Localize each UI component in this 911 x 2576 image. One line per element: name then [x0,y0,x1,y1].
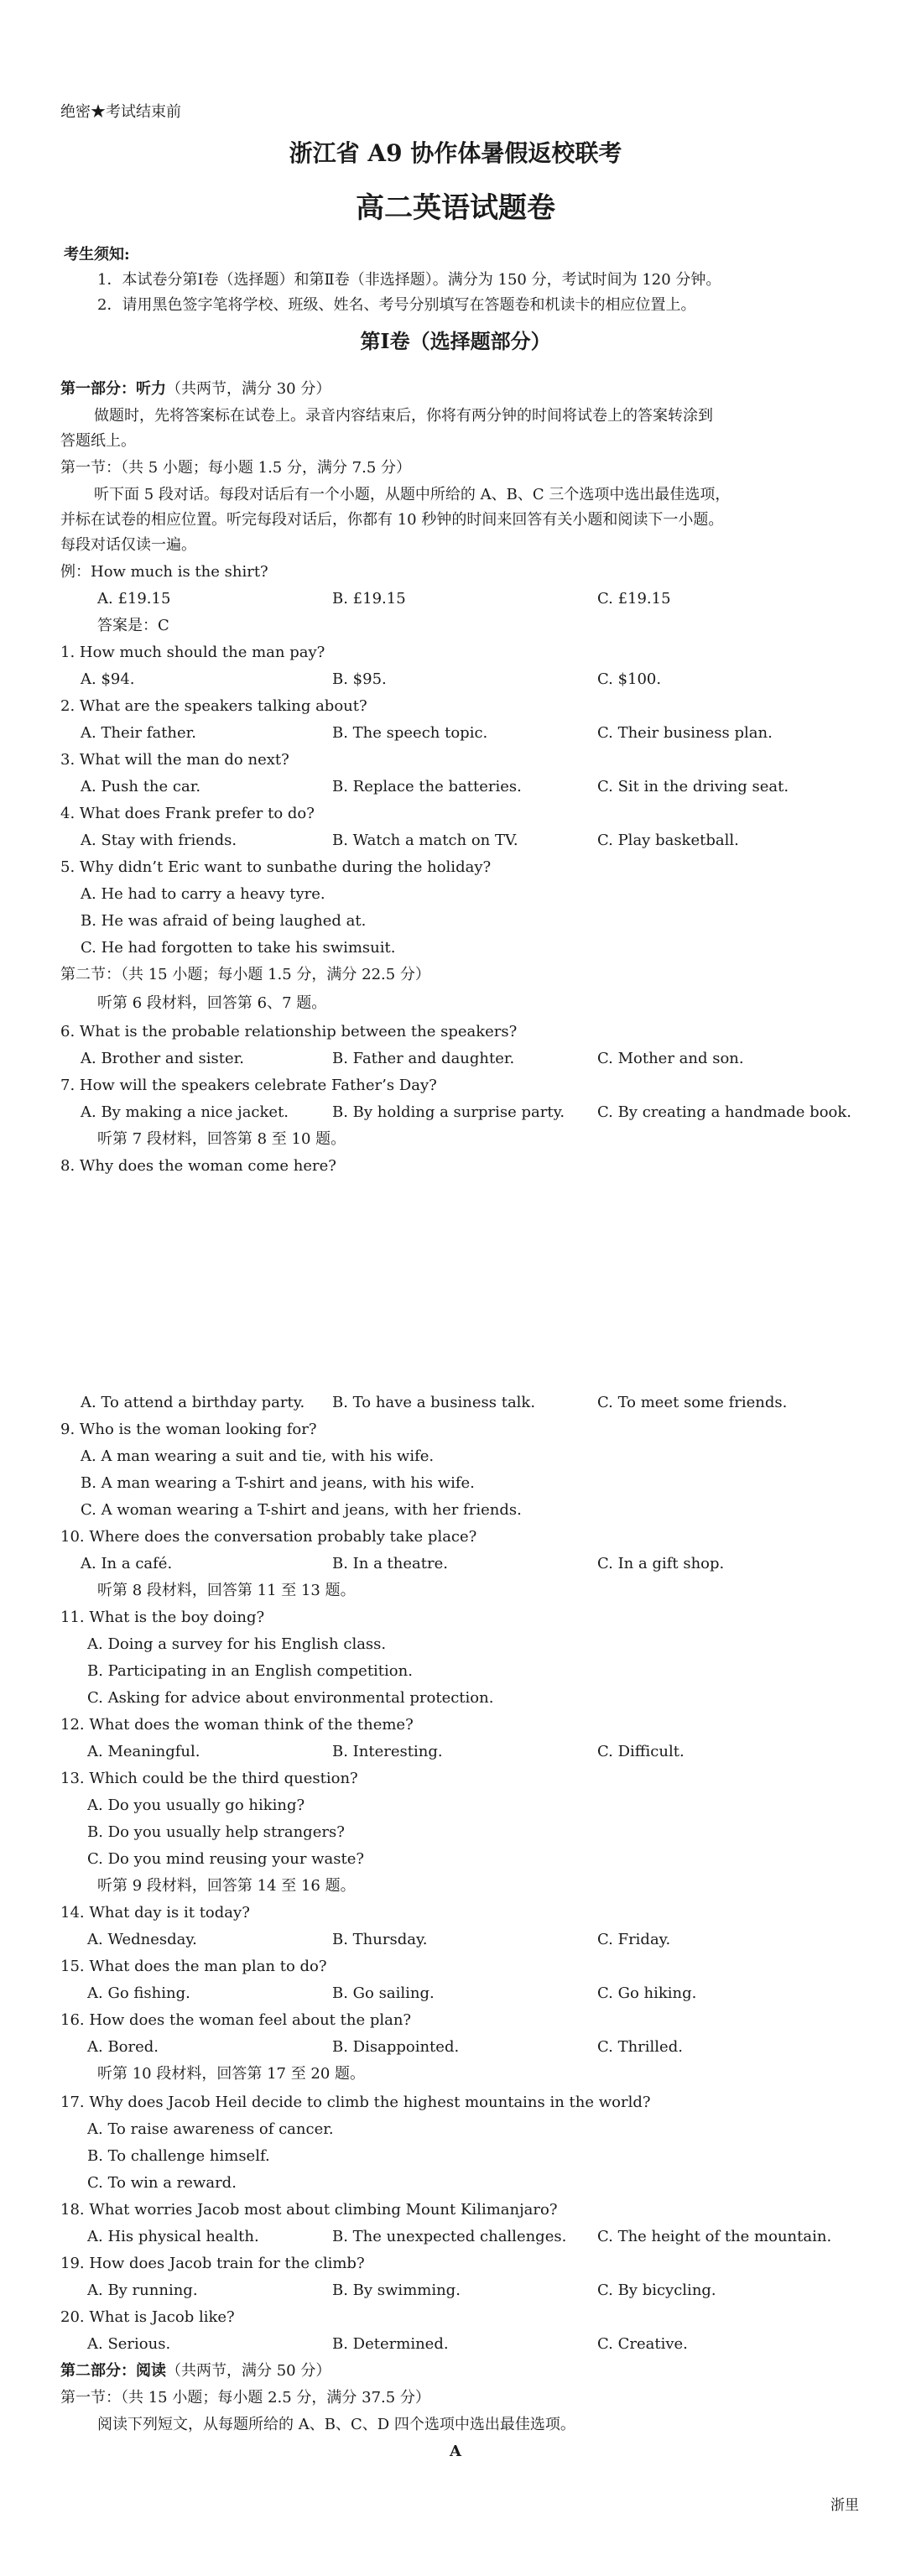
volume-one-heading: 第Ⅰ卷（选择题部分） [360,329,551,353]
q15-option-b: B. Go sailing. [332,1984,435,2002]
q20-option-a: A. Serious. [87,2335,171,2353]
question-12: 12. What does the woman think of the theme? [60,1716,414,1734]
example-answer: 答案是：C [97,617,169,634]
q16-option-b: B. Disappointed. [332,2038,460,2056]
exam-subtitle: 高二英语试题卷 [356,191,555,225]
q6-option-a: A. Brother and sister. [81,1050,244,1067]
q13-option-c: C. Do you mind reusing your waste? [87,1850,365,1868]
q20-option-c: C. Creative. [597,2335,688,2353]
q11-option-b: B. Participating in an English competition. [87,1662,413,1680]
question-8: 8. Why does the woman come here? [60,1157,336,1175]
q9-option-b: B. A man wearing a T-shirt and jeans, with his wife. [81,1474,475,1492]
q11-option-a: A. Doing a survey for his English class. [87,1635,387,1653]
q13-option-a: A. Do you usually go hiking? [87,1796,305,1814]
q4-option-c: C. Play basketball. [597,832,739,849]
question-4: 4. What does Frank prefer to do? [60,805,315,822]
question-16: 16. How does the woman feel about the plan? [60,2011,412,2029]
notice-1: 1．本试卷分第Ⅰ卷（选择题）和第Ⅱ卷（非选择题）。满分为 150 分，考试时间为 120 分钟。 [97,271,721,289]
q12-option-c: C. Difficult. [597,1743,685,1760]
example-question: 例：How much is the shirt? [60,563,268,581]
part2-heading-bold: 第二部分：阅读 [60,2362,166,2380]
question-11: 11. What is the boy doing? [60,1609,265,1626]
material-10: 听第 10 段材料，回答第 17 至 20 题。 [97,2065,366,2083]
q2-option-b: B. The speech topic. [332,724,488,742]
q1-option-b: B. $95. [332,670,387,688]
section2-heading: 第二节：（共 15 小题；每小题 1.5 分，满分 22.5 分） [60,966,430,983]
q3-option-c: C. Sit in the driving seat. [597,778,789,795]
q18-option-c: C. The height of the mountain. [597,2228,832,2245]
q16-option-a: A. Bored. [87,2038,159,2056]
question-5: 5. Why didn’t Eric want to sunbathe during the holiday? [60,858,492,876]
passage-label: A [450,2443,461,2460]
q3-option-a: A. Push the car. [81,778,201,795]
question-20: 20. What is Jacob like? [60,2308,235,2326]
secret-label: 绝密★考试结束前 [60,103,181,121]
q15-option-a: A. Go fishing. [87,1984,190,2002]
q8-option-b: B. To have a business talk. [332,1394,536,1411]
question-13: 13. Which could be the third question? [60,1770,358,1787]
section1-direction-1: 听下面 5 段对话。每段对话后有一个小题，从题中所给的 A、B、C 三个选项中选出最佳选项， [94,486,731,503]
q9-option-a: A. A man wearing a suit and tie, with his wife. [81,1447,435,1465]
example-option-a: A. £19.15 [97,590,171,607]
part1-intro-1: 做题时，先将答案标在试卷上。录音内容结束后，你将有两分钟的时间将试卷上的答案转涂到 [94,407,713,425]
material-9: 听第 9 段材料，回答第 14 至 16 题。 [97,1877,356,1895]
q16-option-c: C. Thrilled. [597,2038,683,2056]
q7-option-a: A. By making a nice jacket. [81,1103,289,1121]
q2-option-a: A. Their father. [81,724,196,742]
q9-option-c: C. A woman wearing a T-shirt and jeans, with her friends. [81,1501,522,1519]
question-2: 2. What are the speakers talking about? [60,697,367,715]
question-1: 1. How much should the man pay? [60,644,325,661]
part2-heading-rest: （共两节，满分 50 分） [166,2362,331,2380]
material-7: 听第 7 段材料，回答第 8 至 10 题。 [97,1130,346,1148]
q5-option-c: C. He had forgotten to take his swimsuit. [81,939,396,957]
q10-option-a: A. In a café. [81,1555,173,1572]
q11-option-c: C. Asking for advice about environmental protection. [87,1689,494,1707]
q18-option-b: B. The unexpected challenges. [332,2228,567,2245]
part1-intro-2: 答题纸上。 [60,432,136,450]
part2-heading [60,2361,331,2381]
q7-option-c: C. By creating a handmade book. [597,1103,852,1121]
question-7: 7. How will the speakers celebrate Father’s Day? [60,1077,437,1094]
question-3: 3. What will the man do next? [60,751,289,769]
q4-option-a: A. Stay with friends. [81,832,237,849]
q14-option-c: C. Friday. [597,1931,671,1948]
q4-option-b: B. Watch a match on TV. [332,832,518,849]
part1-heading-rest: （共两节，满分 30 分） [166,380,331,398]
section1-direction-3: 每段对话仅读一遍。 [60,536,196,554]
material-6: 听第 6 段材料，回答第 6、7 题。 [97,994,327,1012]
example-option-b: B. £19.15 [332,590,406,607]
section1-heading: 第一节：（共 5 小题；每小题 1.5 分，满分 7.5 分） [60,459,412,477]
q6-option-b: B. Father and daughter. [332,1050,515,1067]
question-18: 18. What worries Jacob most about climbing Mount Kilimanjaro? [60,2201,558,2219]
q17-option-a: A. To raise awareness of cancer. [87,2120,334,2138]
part2-direction: 阅读下列短文，从每题所给的 A、B、C、D 四个选项中选出最佳选项。 [97,2416,575,2433]
footer-region: 浙里 [830,2497,859,2514]
q19-option-b: B. By swimming. [332,2281,461,2299]
q10-option-c: C. In a gift shop. [597,1555,725,1572]
question-15: 15. What does the man plan to do? [60,1958,327,1975]
question-17: 17. Why does Jacob Heil decide to climb the highest mountains in the world? [60,2094,651,2111]
q3-option-b: B. Replace the batteries. [332,778,522,795]
question-10: 10. Where does the conversation probably take place? [60,1528,477,1546]
q18-option-a: A. His physical health. [87,2228,259,2245]
q5-option-b: B. He was afraid of being laughed at. [81,912,367,930]
question-9: 9. Who is the woman looking for? [60,1421,317,1438]
q15-option-c: C. Go hiking. [597,1984,697,2002]
q19-option-a: A. By running. [87,2281,198,2299]
material-8: 听第 8 段材料，回答第 11 至 13 题。 [97,1582,356,1599]
example-option-c: C. £19.15 [597,590,671,607]
question-19: 19. How does Jacob train for the climb? [60,2255,365,2272]
part2-section1-heading: 第一节：（共 15 小题；每小题 2.5 分，满分 37.5 分） [60,2389,430,2407]
q12-option-b: B. Interesting. [332,1743,443,1760]
q20-option-b: B. Determined. [332,2335,449,2353]
q2-option-c: C. Their business plan. [597,724,773,742]
q13-option-b: B. Do you usually help strangers? [87,1823,345,1841]
q6-option-c: C. Mother and son. [597,1050,744,1067]
q1-option-a: A. $94. [81,670,135,688]
notice-label: 考生须知: [64,246,130,263]
q8-option-c: C. To meet some friends. [597,1394,788,1411]
notice-2: 2．请用黑色签字笔将学校、班级、姓名、考号分别填写在答题卷和机读卡的相应位置上。 [97,296,696,314]
q7-option-b: B. By holding a surprise party. [332,1103,565,1121]
section1-direction-2: 并标在试卷的相应位置。听完每段对话后，你都有 10 秒钟的时间来回答有关小题和阅读下一小题。 [60,511,724,529]
q5-option-a: A. He had to carry a heavy tyre. [81,885,325,903]
exam-title: 浙江省 A9 协作体暑假返校联考 [289,139,622,167]
question-6: 6. What is the probable relationship between the speakers? [60,1023,518,1040]
q14-option-a: A. Wednesday. [87,1931,197,1948]
q1-option-c: C. $100. [597,670,662,688]
q14-option-b: B. Thursday. [332,1931,428,1948]
part1-heading-bold: 第一部分：听力 [60,380,166,398]
question-14: 14. What day is it today? [60,1904,250,1922]
q19-option-c: C. By bicycling. [597,2281,716,2299]
part1-heading [60,379,331,399]
q8-option-a: A. To attend a birthday party. [81,1394,305,1411]
q17-option-c: C. To win a reward. [87,2174,237,2192]
q17-option-b: B. To challenge himself. [87,2147,270,2165]
q10-option-b: B. In a theatre. [332,1555,448,1572]
q12-option-a: A. Meaningful. [87,1743,200,1760]
